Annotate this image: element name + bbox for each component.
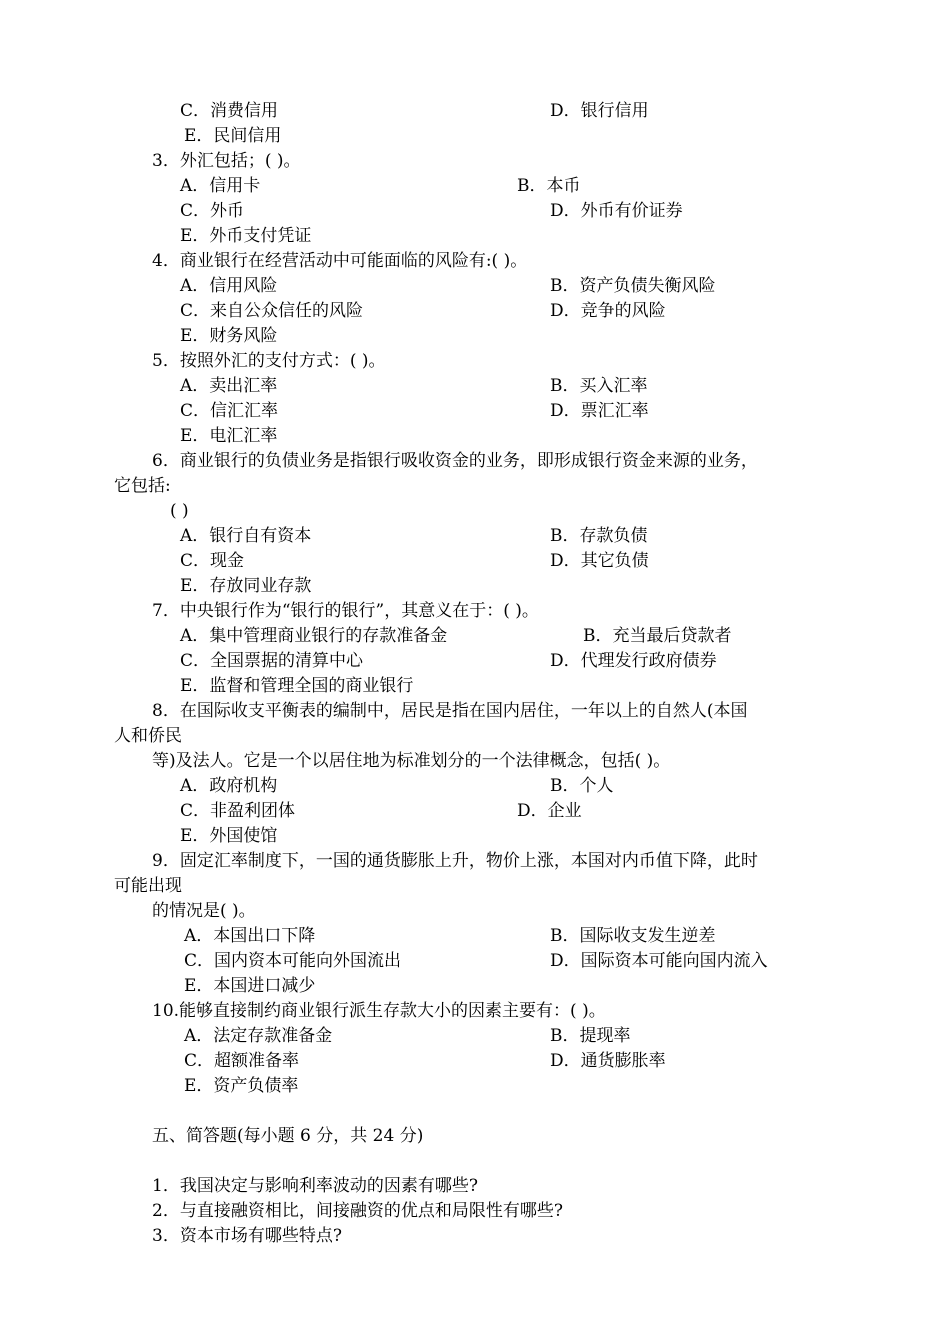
q3-option-e: E．外币支付凭证 [180,226,312,246]
q10-option-c: C．超额准备率 [184,1051,300,1071]
q6-option-e: E．存放同业存款 [180,576,312,596]
q9-stem-line3: 的情况是( )。 [152,901,256,921]
q7-option-a: A．集中管理商业银行的存款准备金 [180,626,448,646]
q8-option-b: B．个人 [550,776,614,796]
q3-option-b: B．本币 [517,176,581,196]
q10-option-e: E．资产负债率 [184,1076,299,1096]
q9-option-d: D．国际资本可能向国内流入 [550,951,768,971]
q3-option-d: D．外币有价证券 [550,201,683,221]
q6-option-b: B．存款负债 [550,526,648,546]
q2-option-c: C．消费信用 [180,101,279,121]
q6-stem-line2: 它包括: [114,476,171,496]
short-answer-2: 2．与直接融资相比，间接融资的优点和局限性有哪些? [152,1201,563,1221]
q10-option-b: B．提现率 [550,1026,631,1046]
q4-option-e: E．财务风险 [180,326,278,346]
q6-answer-blank: ( ) [170,501,189,521]
section-heading: 五、简答题(每小题 6 分，共 24 分) [152,1126,424,1146]
q7-stem: 7．中央银行作为“银行的银行”，其意义在于：( )。 [152,601,539,621]
q5-option-a: A．卖出汇率 [180,376,278,396]
q4-stem: 4．商业银行在经营活动中可能面临的风险有:( )。 [152,251,528,271]
q8-stem-line2: 人和侨民 [114,726,182,746]
q5-stem: 5．按照外汇的支付方式：( )。 [152,351,386,371]
q4-option-b: B．资产负债失衡风险 [550,276,716,296]
q8-option-d: D．企业 [517,801,582,821]
q10-option-a: A．法定存款准备金 [184,1026,333,1046]
q9-option-b: B．国际收支发生逆差 [550,926,716,946]
q7-option-b: B．充当最后贷款者 [583,626,732,646]
q6-option-c: C．现金 [180,551,245,571]
q4-option-a: A．信用风险 [180,276,278,296]
q9-stem-line2: 可能出现 [114,876,182,896]
q6-stem-line1: 6．商业银行的负债业务是指银行吸收资金的业务，即形成银行资金来源的业务， [152,451,758,471]
q8-option-e: E．外国使馆 [180,826,278,846]
short-answer-1: 1．我国决定与影响利率波动的因素有哪些? [152,1176,478,1196]
q2-option-e: E．民间信用 [184,126,282,146]
short-answer-3: 3．资本市场有哪些特点? [152,1226,342,1246]
q9-option-e: E．本国进口减少 [184,976,316,996]
q9-stem-line1: 9．固定汇率制度下，一国的通货膨胀上升，物价上涨，本国对内币值下降，此时 [152,851,758,871]
q10-stem: 10.能够直接制约商业银行派生存款大小的因素主要有：( )。 [152,1001,606,1021]
q5-option-e: E．电汇汇率 [180,426,278,446]
q7-option-d: D．代理发行政府债券 [550,651,717,671]
q2-option-d: D．银行信用 [550,101,649,121]
q9-option-a: A．本国出口下降 [184,926,316,946]
q8-stem-line3: 等)及法人。它是一个以居住地为标准划分的一个法律概念，包括( )。 [152,751,671,771]
q7-option-e: E．监督和管理全国的商业银行 [180,676,414,696]
q3-stem: 3．外汇包括；( )。 [152,151,301,171]
q6-option-d: D．其它负债 [550,551,649,571]
q6-option-a: A．银行自有资本 [180,526,312,546]
q5-option-b: B．买入汇率 [550,376,648,396]
q5-option-d: D．票汇汇率 [550,401,649,421]
q3-option-a: A．信用卡 [180,176,261,196]
q8-option-a: A．政府机构 [180,776,278,796]
q4-option-c: C．来自公众信任的风险 [180,301,364,321]
q9-option-c: C．国内资本可能向外国流出 [184,951,402,971]
q4-option-d: D．竞争的风险 [550,301,666,321]
q8-option-c: C．非盈利团体 [180,801,296,821]
q8-stem-line1: 8．在国际收支平衡表的编制中，居民是指在国内居住，一年以上的自然人(本国 [152,701,748,721]
q10-option-d: D．通货膨胀率 [550,1051,666,1071]
q5-option-c: C．信汇汇率 [180,401,279,421]
q3-option-c: C．外币 [180,201,245,221]
q7-option-c: C．全国票据的清算中心 [180,651,364,671]
